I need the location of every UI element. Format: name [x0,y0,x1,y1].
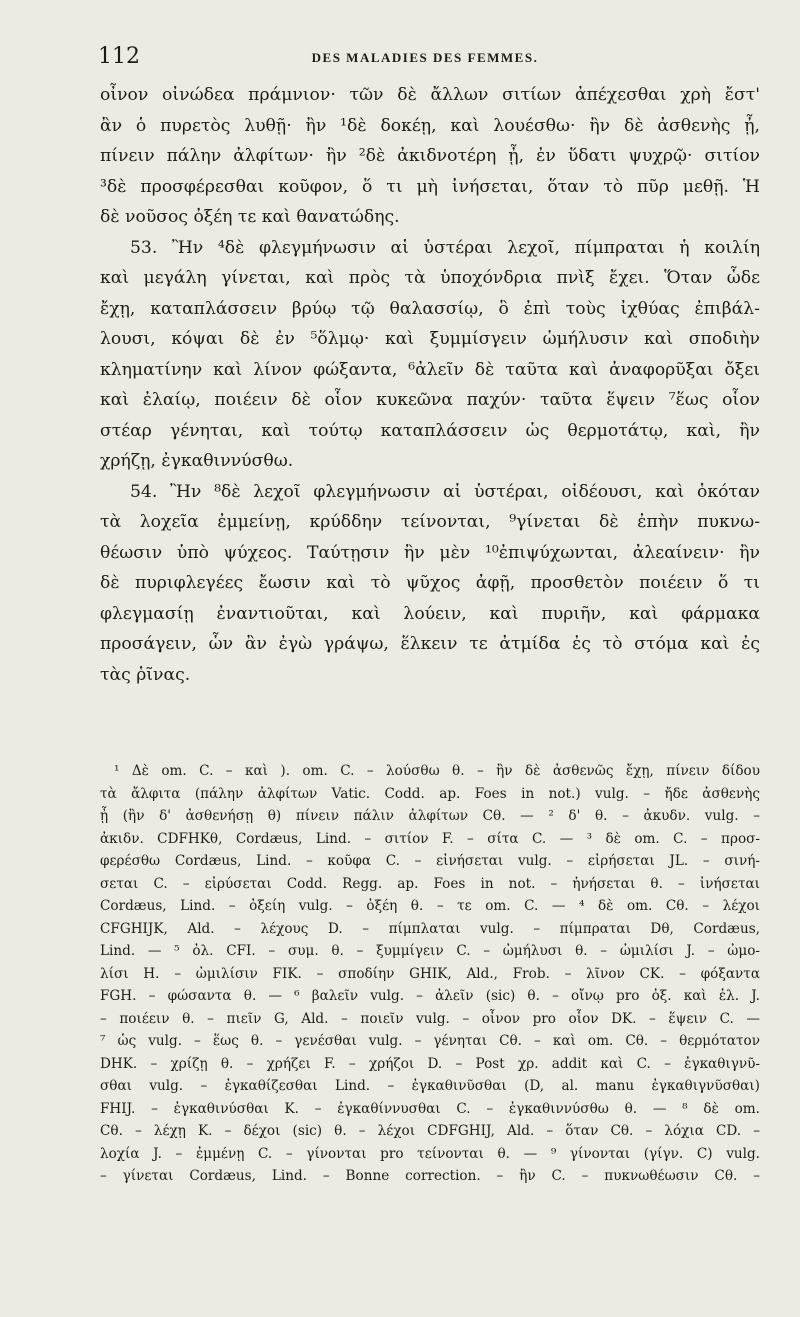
paragraph-53-start: 53. Ἢν ⁴δὲ φλεγμήνωσιν αἱ ὑστέραι λεχοῖ, πίμπραται ἡ κοιλίη [130,237,760,258]
text-line: καὶ μεγάλη γίνεται, καὶ πρὸς τὰ ὑποχόνδρια πνὶξ ἔχει. Ὅταν ὧδε [100,268,760,288]
footnote-line: FHIJ. – ἐγκαθινύσθαι K. – ἐγκαθίννυσθαι C. – ἐγκαθιννύσθω θ. — ⁸ δὲ om. [100,1100,760,1117]
text-line: τὰς ῥῖνας. [100,664,191,685]
page-number: 112 [98,44,140,69]
text-line: φλεγμασίῃ ἐναντιοῦται, καὶ λούειν, καὶ πυριῆν, καὶ φάρμακα [100,603,760,624]
text-line: δὲ πυριφλεγέες ἔωσιν καὶ τὸ ψῦχος ἀφῇ, προσθετὸν ποιέειν ὅ τι [100,573,760,593]
text-line: προσάγειν, ὧν ἂν ἐγὼ γράψω, ἕλκειν τε ἀτμίδα ἐς τὸ στόμα καὶ ἐς [100,634,760,654]
footnote-line: Cordæus, Lind. – ὀξείη vulg. – ὀξέη θ. – τε om. C. — ⁴ δὲ om. Cθ. – λέχοι [100,898,760,914]
text-line: πίνειν πάλην ἀλφίτων· ἢν ²δὲ ἀκιδνοτέρη ᾖ, ἐν ὕδατι ψυχρῷ· σιτίον [100,146,760,166]
footnote-line: ⁷ ὡς vulg. – ἕως θ. – γενέσθαι vulg. – γένηται Cθ. – καὶ om. Cθ. – θερμότατον [100,1033,760,1049]
text-line: ἔχῃ, καταπλάσσειν βρύῳ τῷ θαλασσίῳ, ὃ ἐπὶ τοὺς ἰχθύας ἐπιβάλ- [100,298,760,319]
footnote-line: FGH. – φώσαντα θ. — ⁶ βαλεῖν vulg. – ἀλεῖν (sic) θ. – οἴνῳ pro ὀξ. καὶ ἐλ. J. [100,988,760,1004]
text-line: στέαρ γένηται, καὶ τούτῳ καταπλάσσειν ὡς θερμοτάτῳ, καὶ, ἢν [100,420,760,441]
footnote-line: φερέσθω Cordæus, Lind. – κοῦφα C. – εἰνήσεται vulg. – εἰρήσεται JL. – σινή- [100,853,760,869]
paragraph-54-start: 54. Ἢν ⁸δὲ λεχοῖ φλεγμήνωσιν αἱ ὑστέραι, οἰδέουσι, καὶ ὁκόταν [130,481,760,502]
footnote-line: – ποιέειν θ. – πιεῖν G, Ald. – ποιεῖν vulg. – οἶνον pro οἷον DK. – ἕψειν C. — [100,1010,760,1027]
text-line: χρήζῃ, ἐγκαθιννύσθω. [100,451,294,471]
text-line: κληματίνην καὶ λίνον φώξαντα, ⁶ἀλεῖν δὲ ταῦτα καὶ ἀναφορῦξαι ὄξει [100,359,760,380]
footnote-line: ᾖ (ἢν δ' ἀσθενήσῃ θ) πίνειν πάλιν ἀλφίτων Cθ. — ² δ' θ. – ἀκυδν. vulg. – [100,808,760,824]
footnote-line: σεται C. – εἰρύσεται Codd. Regg. ap. Foes in not. – ἠνήσεται θ. – ἰνήσεται [100,875,760,892]
main-text [100,80,760,690]
header [98,44,752,74]
text-line: ³δὲ προσφέρεσθαι κοῦφον, ὅ τι μὴ ἰνήσεται, ὅταν τὸ πῦρ μεθῇ. Ἡ [100,176,760,197]
running-head: DES MALADIES DES FEMMES. [311,50,539,65]
text-line: οἶνον οἰνώδεα πράμνιον· τῶν δὲ ἄλλων σιτίων ἀπέχεσθαι χρὴ ἔστ' [100,85,760,105]
text-line: θέωσιν ὑπὸ ψύχεος. Ταύτῃσιν ἢν μὲν ¹⁰ἐπιψύχωνται, ἀλεαίνειν· ἢν [100,542,760,563]
footnote-line: λίσι H. – ὠμιλίσιν FIK. – σποδίην GHIK, Ald., Frob. – λῖνον CK. – φόξαντα [100,965,760,982]
footnote-line: λοχία J. – ἐμμένῃ C. – γίνονται pro τείνονται θ. — ⁹ γίνονται (γίγν. C) vulg. [100,1145,760,1162]
footnote-line: Lind. — ⁵ ὀλ. CFI. – συμ. θ. – ξυμμίγειν C. – ὠμήλυσι θ. – ὠμιλίσι J. – ὠμο- [100,943,760,959]
text-line: δὲ νοῦσος ὀξέη τε καὶ θανατώδης. [100,207,400,227]
footnote-line: τὰ ἄλφιτα (πάλην ἀλφίτων Vatic. Codd. ap. Foes in not.) vulg. – ἤδε ἀσθενὴς [100,785,760,802]
text-line: τὰ λοχεῖα ἐμμείνῃ, κρύδδην τείνονται, ⁹γίνεται δὲ ἐπὴν πυκνω- [100,512,760,532]
footnote-line: ¹ Δὲ om. C. – καὶ ). om. C. – λούσθω θ. – ἢν δὲ ἀσθενῶς ἔχῃ, πίνειν δίδου [114,763,760,779]
text-line: λουσι, κόψαι δὲ ἐν ⁵ὅλμῳ· καὶ ξυμμίσγειν ὠμήλυσιν καὶ σποδιὴν [100,329,760,349]
footnote-line: CFGHIJK, Ald. – λέχους D. – πίμπλαται vulg. – πίμπραται Dθ, Cordæus, [100,920,760,937]
text-line: καὶ ἐλαίῳ, ποιέειν δὲ οἷον κυκεῶνα παχύν· ταῦτα ἕψειν ⁷ἕως οἷον [100,390,760,410]
footnote-line: – γίνεται Cordæus, Lind. – Bonne correction. – ἢν C. – πυκνωθέωσιν Cθ. – [100,1168,760,1184]
footnote-line: Cθ. – λέχῃ K. – δέχοι (sic) θ. – λέχοι CDFGHIJ, Ald. – ὅταν Cθ. – λόχια CD. – [100,1123,760,1139]
text-line: ἂν ὁ πυρετὸς λυθῇ· ἢν ¹δὲ δοκέῃ, καὶ λουέσθω· ἢν δὲ ἀσθενὴς ᾖ, [100,115,760,136]
footnote-line: DHK. – χρίζῃ θ. – χρήζει F. – χρήζοι D. – Post χρ. addit καὶ C. – ἐγκαθιγνῦ- [100,1055,760,1072]
footnote-line: ἀκιδν. CDFHKθ, Cordæus, Lind. – σιτίον F. – σίτα C. — ³ δὲ om. C. – προσ- [100,830,760,847]
footnote-line: σθαι vulg. – ἐγκαθίζεσθαι Lind. – ἐγκαθινῦσθαι (D, al. manu ἐγκαθιγνῦσθαι) [100,1078,760,1094]
footnotes [100,760,760,1188]
